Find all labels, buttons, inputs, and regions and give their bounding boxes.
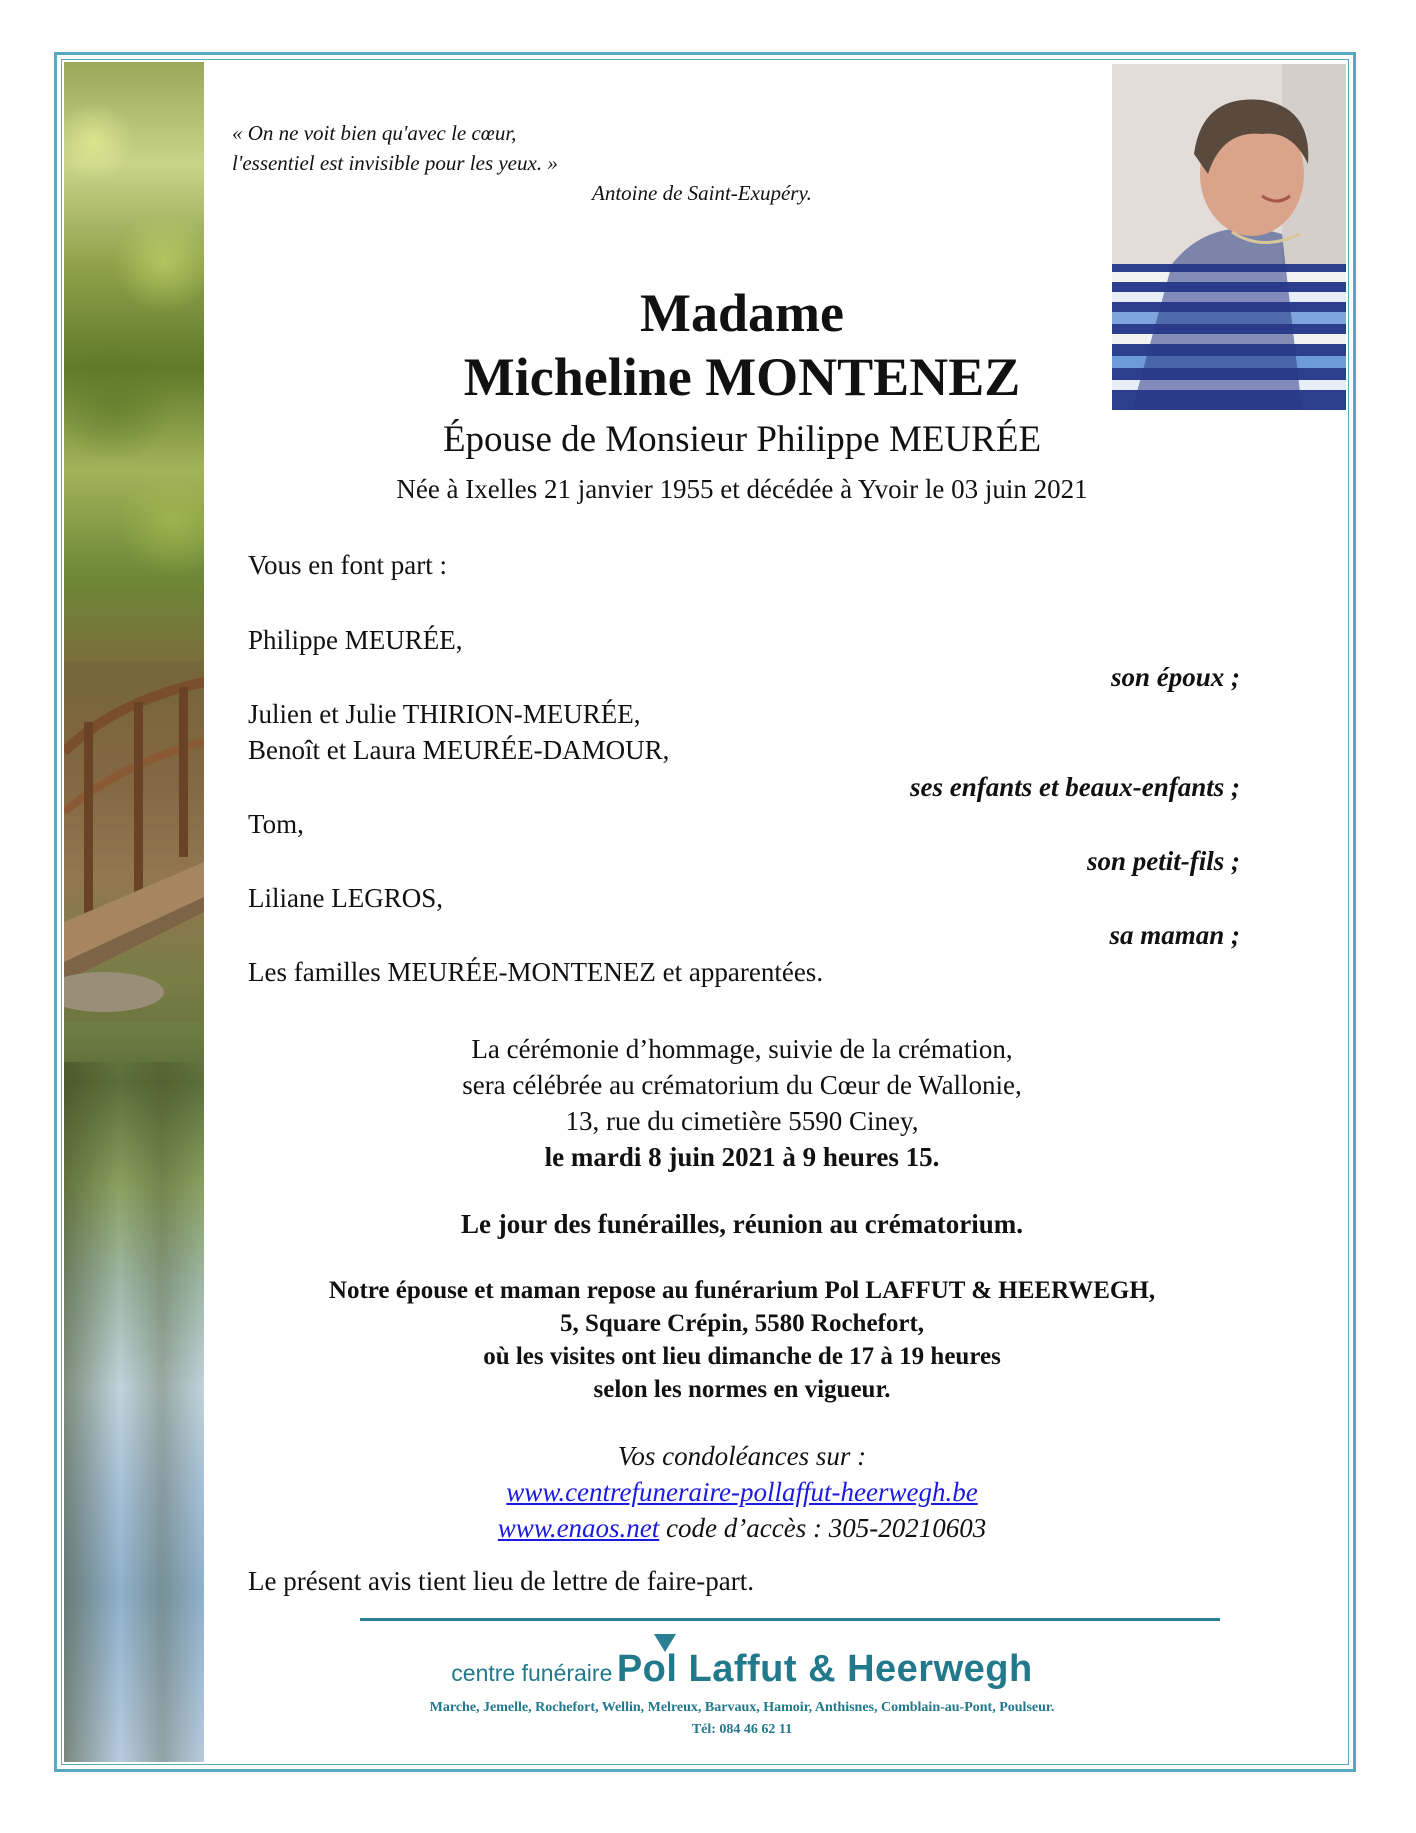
closing-note: Le présent avis tient lieu de lettre de faire-part. [248,1566,755,1596]
ceremony-details [232,1031,1252,1175]
family-relation: sa maman ; [1109,920,1240,950]
family-member-name: Benoît et Laura MEURÉE-DAMOUR, [248,735,670,765]
footer-phone: Tél: 084 46 62 11 [691,1722,793,1737]
ceremony-line: 13, rue du cimetière 5590 Ciney, [565,1106,919,1136]
ceremony-line: La cérémonie d’hommage, suivie de la crémation, [471,1034,1013,1064]
enaos-link[interactable]: www.enaos.net [497,1513,660,1543]
family-relation: son époux ; [1110,662,1240,692]
birth-death-line: Née à Ixelles 21 janvier 1955 et décédée à Yvoir le 03 juin 2021 [396,474,1088,504]
visits-line: où les visites ont lieu dimanche de 17 à 19 heures [483,1343,1001,1370]
quote-author: Antoine de Saint-Exupéry. [592,181,812,205]
family-member-name: Liliane LEGROS, [248,883,443,913]
family-relation: ses enfants et beaux-enfants ; [910,772,1240,802]
quote-line-1: « On ne voit bien qu'avec le cœur, [232,121,517,145]
spouse-line: Épouse de Monsieur Philippe MEURÉE [442,419,1042,460]
visits-details [232,1274,1252,1406]
visits-line: Notre épouse et maman repose au funérarium Pol LAFFUT & HEERWEGH, [328,1277,1156,1304]
family-member-name: Philippe MEURÉE, [248,625,463,655]
condolences-label: Vos condoléances sur : [617,1441,867,1471]
funeral-home-logo [232,1648,1252,1691]
announcement-intro: Vous en font part : [248,550,447,580]
families-line: Les familles MEURÉE-MONTENEZ et apparentées. [248,957,824,987]
funeral-home-link[interactable]: www.centrefuneraire-pollaffut-heerwegh.be [506,1477,978,1507]
ceremony-line: sera célébrée au crématorium du Cœur de Wallonie, [462,1070,1022,1100]
ceremony-date: le mardi 8 juin 2021 à 9 heures 15. [544,1142,940,1172]
condolences-block [232,1438,1252,1546]
family-member-name: Julien et Julie THIRION-MEURÉE, [248,699,641,729]
foliage-image [64,62,204,622]
honorific-title: Madame [640,283,844,343]
nature-photo-strip [64,62,204,1762]
access-code: code d’accès : 305-20210603 [659,1513,987,1543]
family-relation: son petit-fils ; [1087,846,1240,876]
visits-line: selon les normes en vigueur. [593,1376,891,1403]
visits-line: 5, Square Crépin, 5580 Rochefort, [559,1310,925,1337]
family-member-name: Tom, [248,809,304,839]
logo-subtitle: centre funéraire [451,1660,613,1686]
quote-line-2: l'essentiel est invisible pour les yeux. » [232,151,558,175]
footer-divider [360,1618,1220,1621]
footer-towns: Marche, Jemelle, Rochefort, Wellin, Melreux, Barvaux, Hamoir, Anthisnes, Comblain-au-Pont, Poulseur. [429,1700,1055,1715]
meeting-notice: Le jour des funérailles, réunion au crématorium. [461,1209,1023,1239]
water-reflection-image [64,1062,204,1762]
logo-name: Pol Laffut & Heerwegh [616,1648,1033,1690]
wooden-bridge-image [64,662,204,1022]
epigraph-quote [232,118,912,208]
deceased-name: Micheline MONTENEZ [463,347,1021,407]
